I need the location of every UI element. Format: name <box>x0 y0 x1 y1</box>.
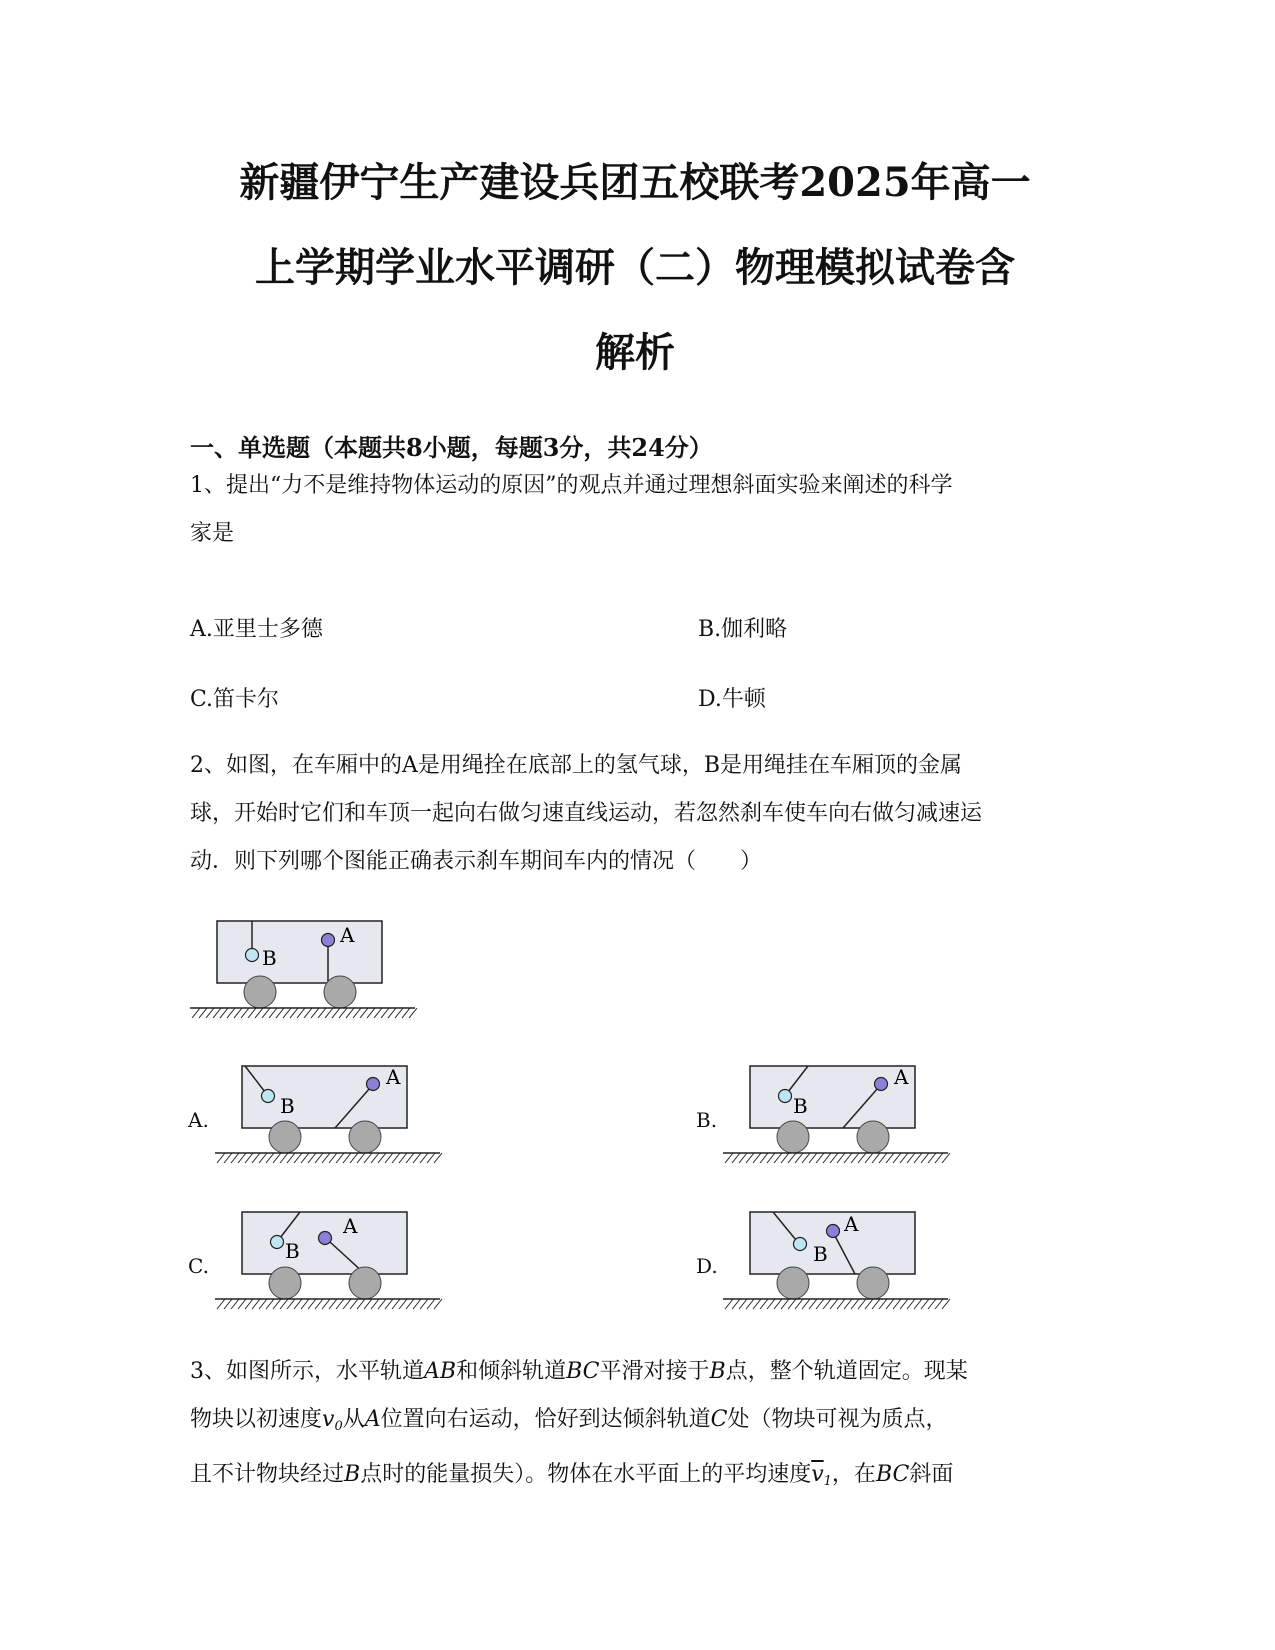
ball-a <box>322 934 335 947</box>
hatch-mark <box>413 1153 421 1163</box>
q3-symbol: AB <box>424 1359 457 1384</box>
question-2-line-2: 球，开始时它们和车顶一起向右做匀速直线运动，若忽然刹车使车向右做匀减速运 <box>190 801 983 826</box>
hatch-mark <box>858 1153 866 1163</box>
hatch-mark <box>350 1153 358 1163</box>
title-line-3: 解析 <box>595 329 675 376</box>
wheel-left <box>777 1121 809 1153</box>
q3-symbol: A <box>364 1407 381 1432</box>
hatch-mark <box>238 1299 246 1309</box>
hatch-mark <box>907 1153 915 1163</box>
section-heading: 一、单选题（本题共8小题，每题3分，共24分） <box>190 433 713 462</box>
hatch-mark <box>406 1299 414 1309</box>
hatch-mark <box>287 1153 295 1163</box>
hatch-mark <box>336 1299 344 1309</box>
q3-text: 点，整个轨道固定。现某 <box>725 1359 968 1384</box>
hatch-mark <box>392 1299 400 1309</box>
q3-subscript: 1 <box>823 1474 832 1489</box>
q3-text: 物块以初速度 <box>190 1407 323 1432</box>
hatch-mark <box>434 1153 442 1163</box>
wheel-right <box>857 1267 889 1299</box>
q3-symbol: v <box>322 1407 335 1432</box>
hatch-mark <box>294 1299 302 1309</box>
wheel-left <box>269 1121 301 1153</box>
hatch-mark <box>357 1153 365 1163</box>
q3-text: 点时的能量损失）。物体在水平面上的平均速度 <box>360 1462 812 1487</box>
ball-b-label: B <box>280 1094 295 1118</box>
hatch-mark <box>725 1299 733 1309</box>
hatch-mark <box>388 1008 396 1018</box>
ball-a-label: A <box>844 1212 859 1236</box>
hatch-mark <box>273 1153 281 1163</box>
question-1 <box>190 462 953 558</box>
hatch-mark <box>795 1299 803 1309</box>
question-1-option-a[interactable]: A.亚里士多德 <box>190 617 323 642</box>
hatch-mark <box>213 1008 221 1018</box>
hatch-mark <box>837 1299 845 1309</box>
hatch-mark <box>746 1299 754 1309</box>
hatch-mark <box>311 1008 319 1018</box>
hatch-mark <box>329 1299 337 1309</box>
hatch-mark <box>760 1153 768 1163</box>
hatch-mark <box>406 1153 414 1163</box>
ground-hatching <box>192 1008 417 1018</box>
question-3-line-2 <box>190 1396 968 1451</box>
hatch-mark <box>746 1153 754 1163</box>
hatch-mark <box>809 1299 817 1309</box>
wheel-right <box>324 976 356 1008</box>
hatch-mark <box>739 1153 747 1163</box>
hatch-mark <box>322 1299 330 1309</box>
hatch-mark <box>364 1153 372 1163</box>
hatch-mark <box>283 1008 291 1018</box>
question-1-option-b[interactable]: B.伽利略 <box>698 617 788 642</box>
hatch-mark <box>900 1153 908 1163</box>
hatch-mark <box>781 1153 789 1163</box>
hatch-mark <box>217 1153 225 1163</box>
hatch-mark <box>851 1299 859 1309</box>
question-2-line-3: 动．则下列哪个图能正确表示刹车期间车内的情况（ ） <box>190 849 763 874</box>
hatch-mark <box>231 1299 239 1309</box>
hatch-mark <box>245 1299 253 1309</box>
hatch-mark <box>241 1008 249 1018</box>
hatch-mark <box>360 1008 368 1018</box>
q3-symbol: B <box>344 1462 361 1487</box>
hatch-mark <box>252 1153 260 1163</box>
hatch-mark <box>921 1299 929 1309</box>
hatch-mark <box>802 1299 810 1309</box>
title-line-2: 上学期学业水平调研（二）物理模拟试卷含 <box>255 244 1015 291</box>
hatch-mark <box>879 1153 887 1163</box>
q3-symbol: BC <box>566 1359 600 1384</box>
wheel-left <box>777 1267 809 1299</box>
hatch-mark <box>325 1008 333 1018</box>
ground-hatching <box>725 1299 950 1309</box>
cart-body <box>217 921 382 983</box>
hatch-mark <box>353 1008 361 1018</box>
hatch-mark <box>795 1153 803 1163</box>
hatch-mark <box>809 1153 817 1163</box>
question-2-option-c-label[interactable]: C. <box>188 1254 209 1278</box>
hatch-mark <box>385 1299 393 1309</box>
hatch-mark <box>217 1299 225 1309</box>
q3-text: 3、如图所示，水平轨道 <box>190 1359 424 1384</box>
question-2-option-a-label[interactable]: A. <box>188 1108 209 1132</box>
hatch-mark <box>739 1299 747 1309</box>
hatch-mark <box>942 1153 950 1163</box>
hatch-mark <box>266 1153 274 1163</box>
hatch-mark <box>385 1153 393 1163</box>
ball-b <box>271 1236 284 1249</box>
hatch-mark <box>266 1299 274 1309</box>
hatch-mark <box>900 1299 908 1309</box>
hatch-mark <box>234 1008 242 1018</box>
ball-b-label: B <box>262 946 277 970</box>
hatch-mark <box>886 1153 894 1163</box>
hatch-mark <box>364 1299 372 1309</box>
hatch-mark <box>290 1008 298 1018</box>
document-title <box>170 140 1100 395</box>
ball-a <box>827 1225 840 1238</box>
ball-b <box>246 949 259 962</box>
question-2-option-b-label[interactable]: B. <box>696 1108 718 1132</box>
hatch-mark <box>935 1153 943 1163</box>
hatch-mark <box>297 1008 305 1018</box>
q3-symbol: C <box>710 1407 728 1432</box>
hatch-mark <box>420 1299 428 1309</box>
hatch-mark <box>350 1299 358 1309</box>
q3-text: 斜面 <box>909 1462 954 1487</box>
question-3 <box>190 1348 968 1506</box>
hatch-mark <box>767 1153 775 1163</box>
hatch-mark <box>434 1299 442 1309</box>
hatch-mark <box>767 1299 775 1309</box>
ball-b-label: B <box>285 1239 300 1263</box>
hatch-mark <box>332 1008 340 1018</box>
title-line-1: 新疆伊宁生产建设兵团五校联考2025年高一 <box>239 159 1031 206</box>
hatch-mark <box>308 1299 316 1309</box>
question-2-line-1: 2、如图，在车厢中的A是用绳拴在底部上的氢气球，B是用绳挂在车厢顶的金属 <box>190 753 963 778</box>
q3-symbol: $\overline{v}$ <box>811 1462 824 1487</box>
q3-text: 和倾斜轨道 <box>456 1359 567 1384</box>
cart-figure-option-c[interactable] <box>215 1206 445 1316</box>
hatch-mark <box>774 1299 782 1309</box>
hatch-mark <box>753 1299 761 1309</box>
hatch-mark <box>318 1008 326 1018</box>
hatch-mark <box>346 1008 354 1018</box>
ground-hatching <box>217 1153 442 1163</box>
wheel-right <box>349 1121 381 1153</box>
hatch-mark <box>788 1299 796 1309</box>
wheel-right <box>857 1121 889 1153</box>
hatch-mark <box>287 1299 295 1309</box>
hatch-mark <box>928 1299 936 1309</box>
question-2 <box>190 742 982 886</box>
hatch-mark <box>823 1153 831 1163</box>
hatch-mark <box>259 1153 267 1163</box>
hatch-mark <box>725 1153 733 1163</box>
cart-figure-option-b[interactable] <box>723 1060 953 1170</box>
hatch-mark <box>329 1153 337 1163</box>
q3-symbol: BC <box>875 1462 910 1487</box>
ball-a <box>875 1078 888 1091</box>
hatch-mark <box>858 1299 866 1309</box>
q3-text: 平滑对接于 <box>599 1359 710 1384</box>
hatch-mark <box>392 1153 400 1163</box>
wheel-left <box>269 1267 301 1299</box>
ball-a-label: A <box>343 1214 358 1238</box>
ground-hatching <box>725 1153 950 1163</box>
hatch-mark <box>315 1299 323 1309</box>
hatch-mark <box>224 1153 232 1163</box>
hatch-mark <box>378 1299 386 1309</box>
hatch-mark <box>816 1153 824 1163</box>
hatch-mark <box>872 1299 880 1309</box>
hatch-mark <box>409 1008 417 1018</box>
q3-subscript: 0 <box>334 1419 343 1434</box>
cart-figure-option-a[interactable] <box>215 1060 445 1170</box>
hatch-mark <box>921 1153 929 1163</box>
hatch-mark <box>395 1008 403 1018</box>
hatch-mark <box>343 1299 351 1309</box>
hatch-mark <box>427 1299 435 1309</box>
hatch-mark <box>844 1299 852 1309</box>
wheel-left <box>244 976 276 1008</box>
hatch-mark <box>357 1299 365 1309</box>
hatch-mark <box>227 1008 235 1018</box>
hatch-mark <box>872 1153 880 1163</box>
hatch-mark <box>399 1299 407 1309</box>
hatch-mark <box>315 1153 323 1163</box>
hatch-mark <box>942 1299 950 1309</box>
hatch-mark <box>837 1153 845 1163</box>
ball-a <box>367 1078 380 1091</box>
ball-b <box>262 1090 275 1103</box>
hatch-mark <box>371 1153 379 1163</box>
hatch-mark <box>343 1153 351 1163</box>
q3-symbol: B <box>709 1359 726 1384</box>
ball-b <box>779 1090 792 1103</box>
hatch-mark <box>914 1153 922 1163</box>
hatch-mark <box>732 1153 740 1163</box>
ball-a-label: A <box>894 1065 909 1089</box>
hatch-mark <box>381 1008 389 1018</box>
ball-a-label: A <box>340 923 355 947</box>
hatch-mark <box>413 1299 421 1309</box>
cart-body <box>750 1212 915 1274</box>
hatch-mark <box>374 1008 382 1018</box>
hatch-mark <box>378 1153 386 1163</box>
question-1-line-1: 1、提出“力不是维持物体运动的原因”的观点并通过理想斜面实验来阐述的科学 <box>190 473 953 498</box>
question-2-option-d-label[interactable]: D. <box>696 1254 718 1278</box>
hatch-mark <box>928 1153 936 1163</box>
hatch-mark <box>220 1008 228 1018</box>
wheel-right <box>349 1267 381 1299</box>
ball-a-label: A <box>386 1065 401 1089</box>
question-3-line-3 <box>190 1451 968 1506</box>
question-3-line-1 <box>190 1348 968 1396</box>
hatch-mark <box>907 1299 915 1309</box>
hatch-mark <box>879 1299 887 1309</box>
hatch-mark <box>830 1153 838 1163</box>
ball-b-label: B <box>793 1094 808 1118</box>
cart-body <box>750 1066 915 1128</box>
hatch-mark <box>252 1299 260 1309</box>
hatch-mark <box>420 1153 428 1163</box>
hatch-mark <box>935 1299 943 1309</box>
q3-text: 且不计物块经过 <box>190 1462 345 1487</box>
q3-text: 从 <box>342 1407 365 1432</box>
hatch-mark <box>276 1008 284 1018</box>
hatch-mark <box>781 1299 789 1309</box>
hatch-mark <box>231 1153 239 1163</box>
question-1-option-d[interactable]: D.牛顿 <box>698 687 766 712</box>
hatch-mark <box>255 1008 263 1018</box>
hatch-mark <box>844 1153 852 1163</box>
hatch-mark <box>301 1153 309 1163</box>
hatch-mark <box>294 1153 302 1163</box>
hatch-mark <box>238 1153 246 1163</box>
ball-a <box>319 1232 332 1245</box>
hatch-mark <box>262 1008 270 1018</box>
question-1-option-c[interactable]: C.笛卡尔 <box>190 687 280 712</box>
hatch-mark <box>760 1299 768 1309</box>
hatch-mark <box>865 1299 873 1309</box>
cart-figure-option-d[interactable] <box>723 1206 953 1316</box>
hatch-mark <box>206 1008 214 1018</box>
hatch-mark <box>280 1299 288 1309</box>
hatch-mark <box>339 1008 347 1018</box>
hatch-mark <box>367 1008 375 1018</box>
hatch-mark <box>259 1299 267 1309</box>
hatch-mark <box>301 1299 309 1309</box>
hatch-mark <box>371 1299 379 1309</box>
hatch-mark <box>816 1299 824 1309</box>
hatch-mark <box>732 1299 740 1309</box>
hatch-mark <box>280 1153 288 1163</box>
hatch-mark <box>893 1153 901 1163</box>
hatch-mark <box>248 1008 256 1018</box>
hatch-mark <box>224 1299 232 1309</box>
q3-text: 处（物块可视为质点， <box>727 1407 948 1432</box>
ground-hatching <box>217 1299 442 1309</box>
question-1-line-2: 家是 <box>190 521 235 546</box>
hatch-mark <box>774 1153 782 1163</box>
hatch-mark <box>199 1008 207 1018</box>
hatch-mark <box>893 1299 901 1309</box>
hatch-mark <box>851 1153 859 1163</box>
hatch-mark <box>322 1153 330 1163</box>
hatch-mark <box>830 1299 838 1309</box>
hatch-mark <box>788 1153 796 1163</box>
hatch-mark <box>192 1008 200 1018</box>
hatch-mark <box>802 1153 810 1163</box>
hatch-mark <box>865 1153 873 1163</box>
hatch-mark <box>886 1299 894 1309</box>
ball-b-label: B <box>813 1242 828 1266</box>
hatch-mark <box>914 1299 922 1309</box>
q3-text: ，在 <box>831 1462 876 1487</box>
hatch-mark <box>273 1299 281 1309</box>
hatch-mark <box>308 1153 316 1163</box>
ball-b <box>794 1238 807 1251</box>
hatch-mark <box>336 1153 344 1163</box>
hatch-mark <box>753 1153 761 1163</box>
hatch-mark <box>823 1299 831 1309</box>
q3-text: 位置向右运动，恰好到达倾斜轨道 <box>380 1407 711 1432</box>
hatch-mark <box>402 1008 410 1018</box>
hatch-mark <box>427 1153 435 1163</box>
hatch-mark <box>304 1008 312 1018</box>
hatch-mark <box>269 1008 277 1018</box>
hatch-mark <box>399 1153 407 1163</box>
hatch-mark <box>245 1153 253 1163</box>
cart-figure-initial <box>190 915 420 1025</box>
